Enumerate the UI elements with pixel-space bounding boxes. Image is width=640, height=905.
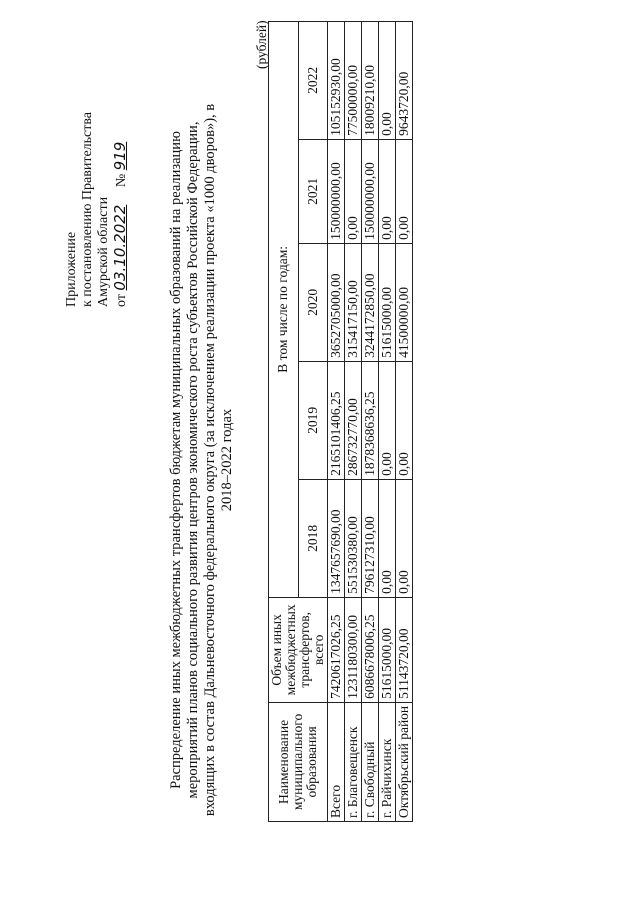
- total-cell: 6086678006,25: [362, 597, 379, 702]
- header-years-group: В том числе по годам:: [269, 21, 299, 597]
- year-cell: 315417150,00: [345, 243, 362, 361]
- header-year: 2020: [298, 243, 328, 361]
- year-cell: 0,00: [379, 479, 396, 597]
- decree-number: 919: [111, 141, 129, 171]
- total-cell: 51143720,00: [396, 597, 413, 702]
- year-cell: 41500000,00: [396, 243, 413, 361]
- year-cell: 1347657690,00: [328, 479, 345, 597]
- year-cell: 3652705000,00: [328, 243, 345, 361]
- header-year: 2019: [298, 361, 328, 479]
- municipality-name: Всего: [328, 702, 345, 821]
- table-row: [345, 21, 362, 821]
- year-cell: 551530380,00: [345, 479, 362, 597]
- year-cell: 0,00: [396, 479, 413, 597]
- table-row: [379, 21, 396, 821]
- unit-label: (рублей): [254, 20, 269, 69]
- year-cell: 0,00: [396, 361, 413, 479]
- year-cell: 105152930,00: [328, 21, 345, 139]
- year-cell: 9643720,00: [396, 21, 413, 139]
- appendix-block: [64, 112, 130, 307]
- municipality-name: г. Благовещенск: [345, 702, 362, 821]
- total-cell: 51615000,00: [379, 597, 396, 702]
- year-cell: 0,00: [379, 21, 396, 139]
- appendix-date-line: [112, 112, 130, 307]
- header-year: 2022: [298, 21, 328, 139]
- date-prefix: от: [114, 294, 129, 307]
- header-total: Объем иных межбюджетных трансфертов, всего: [269, 597, 328, 702]
- appendix-region-line: Амурской области: [96, 196, 111, 307]
- table-row: [396, 21, 413, 821]
- total-cell: 7420617026,25: [328, 597, 345, 702]
- table-header-row: [269, 21, 299, 821]
- year-cell: 150000000,00: [362, 139, 379, 243]
- municipality-name: Октябрьский район: [396, 702, 413, 821]
- decree-date: 03.10.2022: [111, 204, 129, 291]
- year-cell: 77500000,00: [345, 21, 362, 139]
- year-cell: 150000000,00: [328, 139, 345, 243]
- year-cell: 51615000,00: [379, 243, 396, 361]
- header-municipality: Наименование муниципального образования: [269, 702, 328, 821]
- header-year: 2018: [298, 479, 328, 597]
- table-row: [362, 21, 379, 821]
- year-cell: 0,00: [396, 139, 413, 243]
- table-row: [328, 21, 345, 821]
- year-cell: 286732770,00: [345, 361, 362, 479]
- year-cell: 0,00: [379, 361, 396, 479]
- document-title: Распределение иных межбюджетных трансфертов бюджетам муниципальных образований на реализацию мероприятий планов социального развития центров экономического роста субъектов Российской Федерации, входящих в состав Дальневосточного федерального округа (за исключением реализации проекта «1000 дворов»), в 2018–2022 годах: [168, 103, 235, 817]
- year-cell: 2165101406,25: [328, 361, 345, 479]
- municipality-name: г. Райчихинск: [379, 702, 396, 821]
- year-cell: 0,00: [379, 139, 396, 243]
- year-cell: 18009210,00: [362, 21, 379, 139]
- number-label: №: [114, 173, 129, 188]
- appendix-title: Приложение: [64, 231, 79, 307]
- transfers-table: [268, 21, 413, 822]
- header-year: 2021: [298, 139, 328, 243]
- year-cell: 0,00: [345, 139, 362, 243]
- appendix-decree-line: к постановлению Правительства: [80, 111, 95, 307]
- year-cell: 1878368636,25: [362, 361, 379, 479]
- total-cell: 1231180300,00: [345, 597, 362, 702]
- municipality-name: г. Свободный: [362, 702, 379, 821]
- year-cell: 3244172850,00: [362, 243, 379, 361]
- year-cell: 796127310,00: [362, 479, 379, 597]
